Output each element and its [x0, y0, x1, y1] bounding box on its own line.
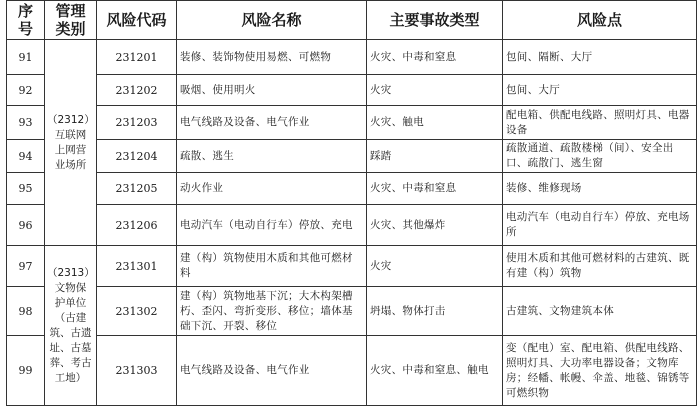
row-seq: 92	[7, 75, 45, 106]
row-name: 电气线路及设备、电气作业	[177, 106, 367, 140]
table-row	[7, 40, 697, 75]
header-row	[7, 1, 697, 40]
row-seq: 99	[7, 336, 45, 406]
category-line: 筑、古遗	[49, 326, 92, 339]
row-point: 变（配电）室、配电箱、供配电线路、照明灯具、大功率电器设备；文物库房；经幡、帐幔、伞盖、地毯、锦锈等可燃织物	[503, 336, 697, 406]
row-code: 231301	[97, 246, 177, 287]
row-point: 配电箱、供配电线路、照明灯具、电器设备	[503, 106, 697, 140]
header-point: 风险点	[503, 1, 697, 40]
header-name: 风险名称	[177, 1, 367, 40]
table-row	[7, 336, 697, 406]
row-seq: 94	[7, 140, 45, 173]
table-row	[7, 205, 697, 246]
row-name: 建（构）筑物地基下沉；大木构架槽朽、歪闪、弯折变形、移位；墙体基础下沉、开裂、移位	[177, 287, 367, 336]
row-name: 电气线路及设备、电气作业	[177, 336, 367, 406]
row-name: 电动汽车（电动自行车）停放、充电	[177, 205, 367, 246]
row-accident: 踩踏	[367, 140, 503, 173]
row-code: 231206	[97, 205, 177, 246]
row-name: 建（构）筑物使用木质和其他可燃材料	[177, 246, 367, 287]
row-code: 231204	[97, 140, 177, 173]
row-seq: 91	[7, 40, 45, 75]
row-seq: 95	[7, 173, 45, 205]
category-line: 上网营	[54, 143, 87, 156]
header-category-line: 类别	[55, 20, 86, 38]
header-code: 风险代码	[97, 1, 177, 40]
header-category-line: 管理	[55, 2, 86, 20]
category-line: （2312）	[47, 113, 95, 126]
header-seq-line: 序	[17, 2, 33, 20]
category-line: 工地）	[54, 371, 87, 384]
table-row	[7, 140, 697, 173]
row-point: 包间、大厅	[503, 75, 697, 106]
category-line: 葬、考古	[49, 356, 92, 369]
row-point: 包间、隔断、大厅	[503, 40, 697, 75]
row-point: 使用木质和其他可燃材料的古建筑、既有建（构）筑物	[503, 246, 697, 287]
row-accident: 坍塌、物体打击	[367, 287, 503, 336]
table-row	[7, 287, 697, 336]
header-seq	[7, 1, 45, 40]
row-accident: 火灾、中毒和窒息、触电	[367, 336, 503, 406]
row-accident: 火灾	[367, 246, 503, 287]
category-line: （古建	[54, 311, 87, 324]
table-row	[7, 173, 697, 205]
row-seq: 98	[7, 287, 45, 336]
row-accident: 火灾、其他爆炸	[367, 205, 503, 246]
row-accident: 火灾	[367, 75, 503, 106]
category-line: 址、古墓	[49, 341, 92, 354]
header-accident: 主要事故类型	[367, 1, 503, 40]
row-point: 电动汽车（电动自行车）停放、充电场所	[503, 205, 697, 246]
row-code: 231302	[97, 287, 177, 336]
row-accident: 火灾、触电	[367, 106, 503, 140]
row-code: 231205	[97, 173, 177, 205]
category-line: 业场所	[54, 158, 87, 171]
row-accident: 火灾、中毒和窒息	[367, 40, 503, 75]
category-cell	[45, 40, 97, 246]
category-line: 护单位	[54, 296, 87, 309]
row-point: 古建筑、文物建筑本体	[503, 287, 697, 336]
table-row	[7, 75, 697, 106]
row-name: 疏散、逃生	[177, 140, 367, 173]
row-seq: 97	[7, 246, 45, 287]
row-name: 动火作业	[177, 173, 367, 205]
row-code: 231201	[97, 40, 177, 75]
header-category	[45, 1, 97, 40]
row-code: 231203	[97, 106, 177, 140]
row-code: 231303	[97, 336, 177, 406]
table-row	[7, 106, 697, 140]
category-line: （2313）	[47, 266, 95, 279]
category-line: 互联网	[54, 128, 87, 141]
row-code: 231202	[97, 75, 177, 106]
category-cell	[45, 246, 97, 406]
header-seq-line: 号	[17, 20, 33, 38]
row-point: 装修、维修现场	[503, 173, 697, 205]
row-point: 疏散通道、疏散楼梯（间）、安全出口、疏散门、逃生窗	[503, 140, 697, 173]
row-name: 吸烟、使用明火	[177, 75, 367, 106]
row-seq: 93	[7, 106, 45, 140]
table-body	[7, 40, 697, 406]
row-name: 装修、装饰物使用易燃、可燃物	[177, 40, 367, 75]
table-row	[7, 246, 697, 287]
row-seq: 96	[7, 205, 45, 246]
risk-table	[6, 0, 697, 406]
category-line: 文物保	[54, 281, 87, 294]
row-accident: 火灾、中毒和窒息	[367, 173, 503, 205]
